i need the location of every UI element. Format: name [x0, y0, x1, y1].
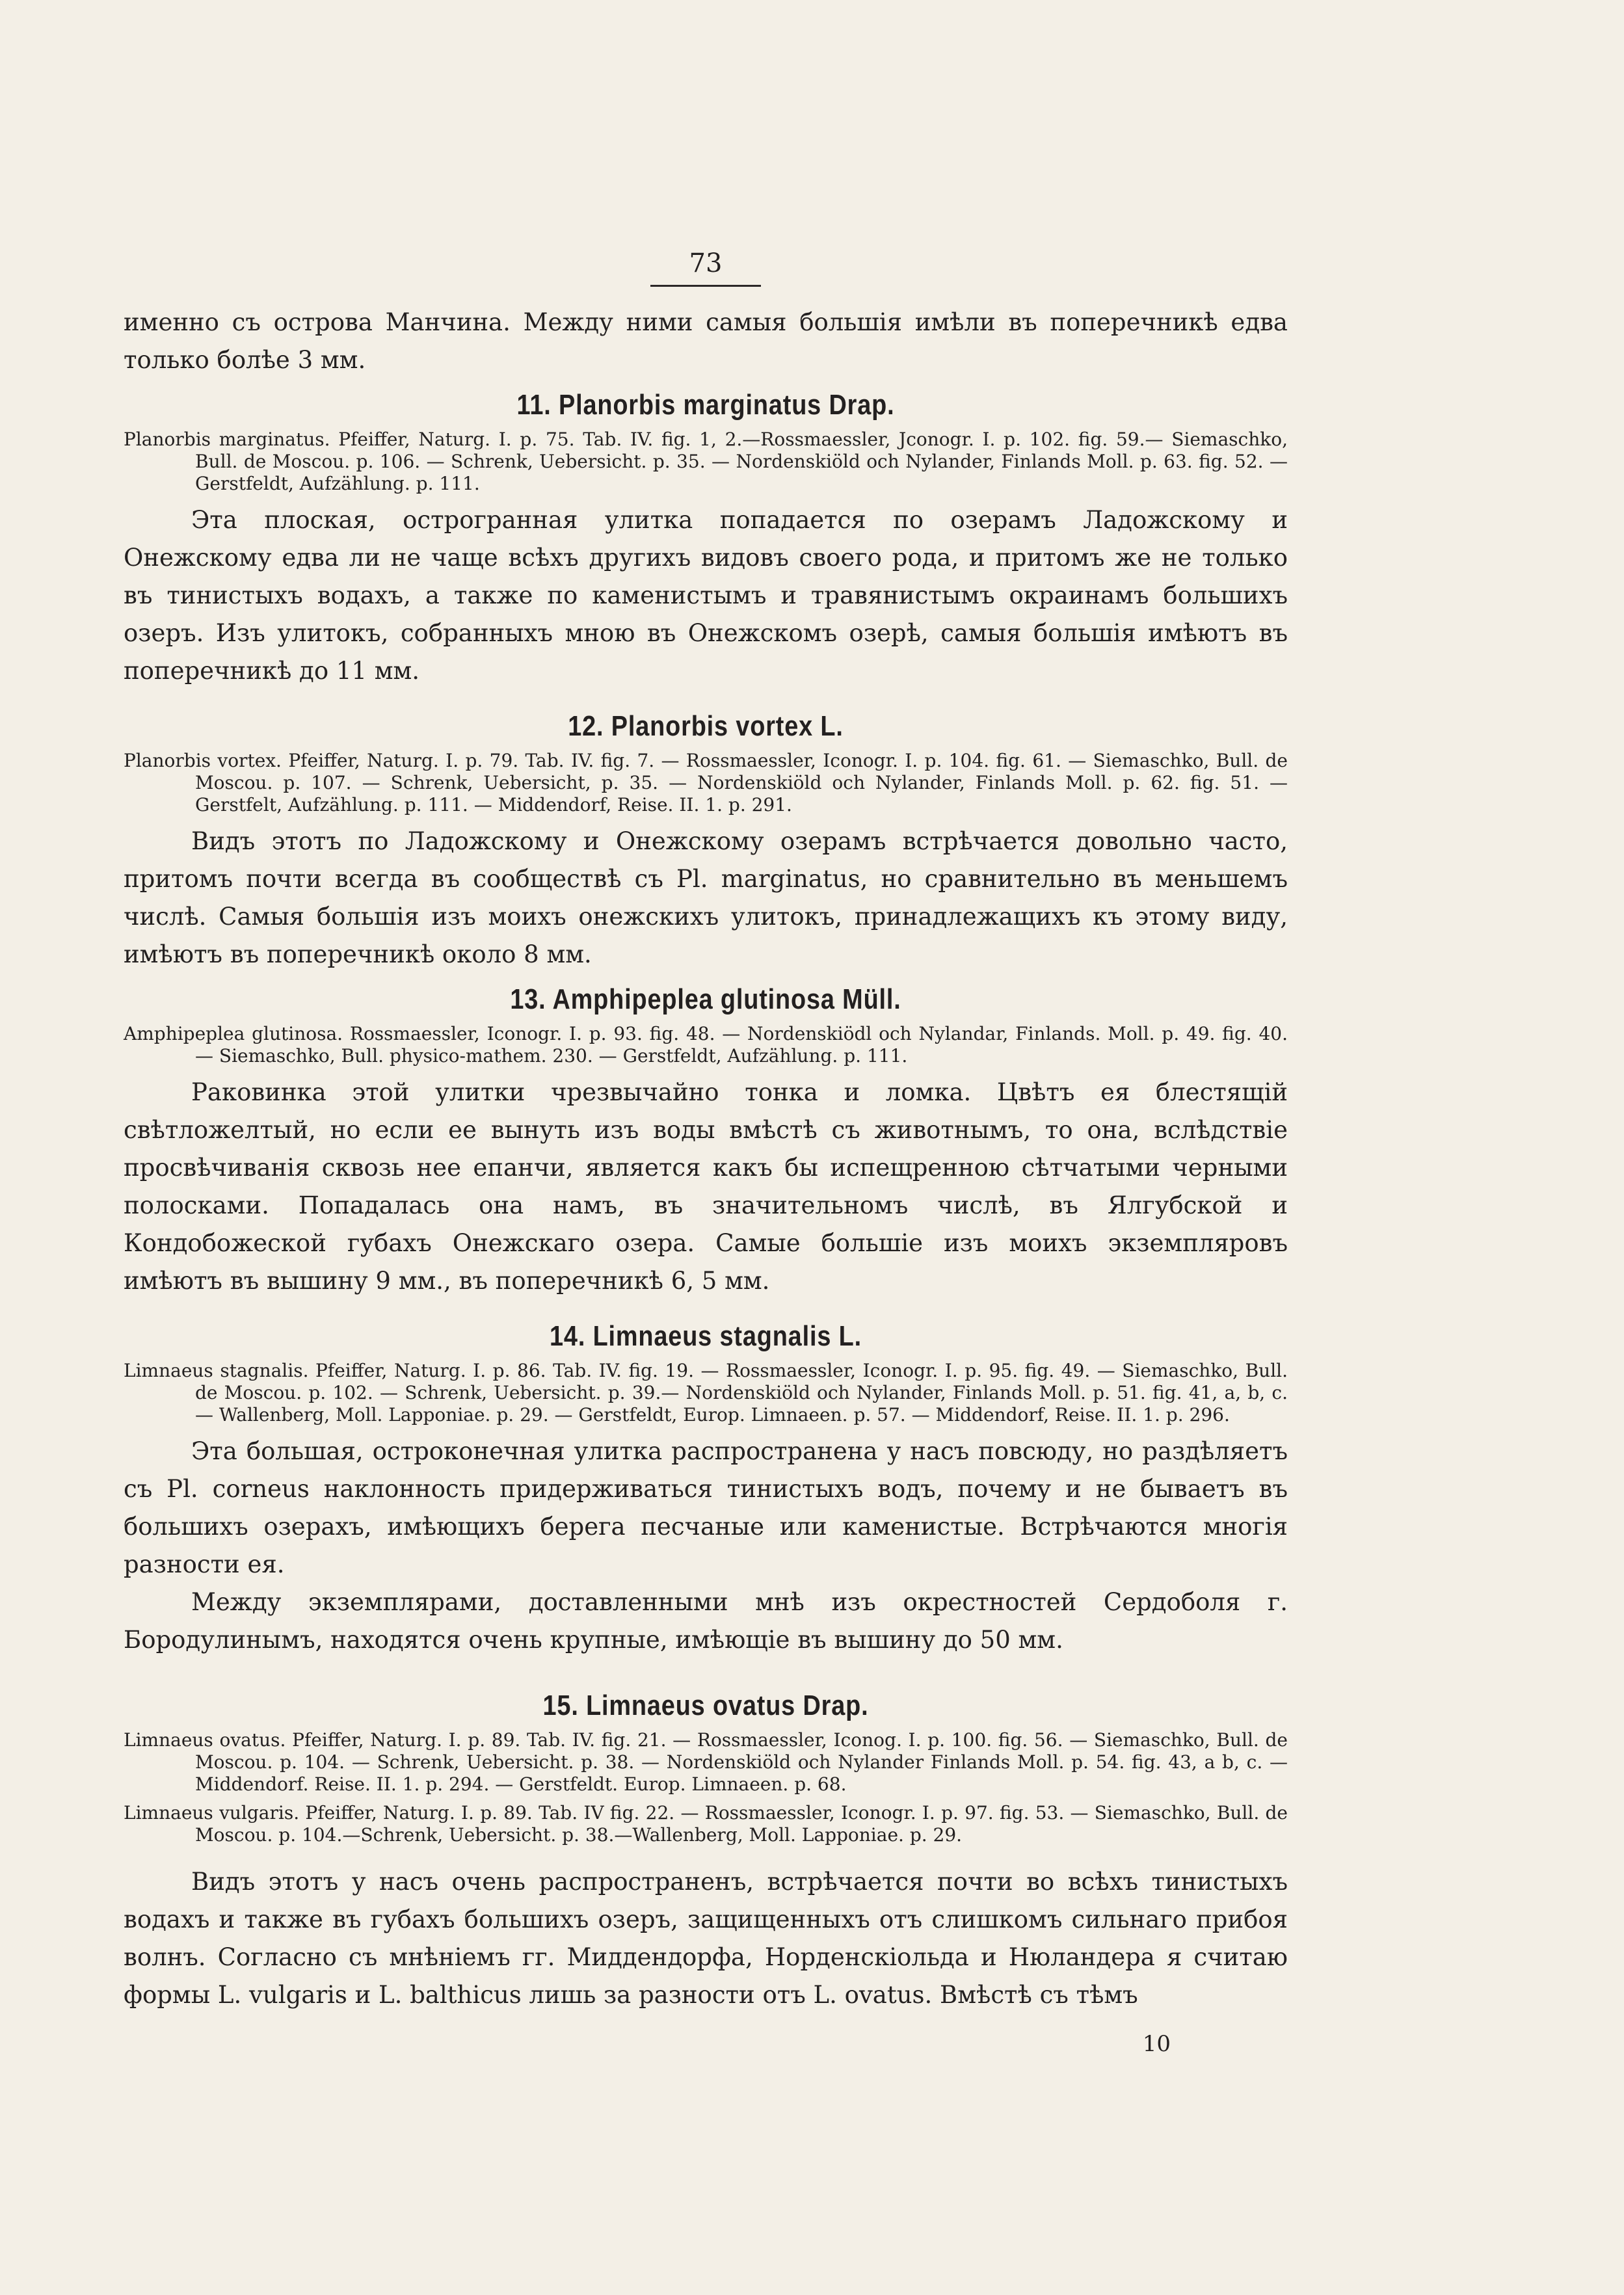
paragraph-continued: именно съ острова Манчина. Между ними самыя большія имѣли въ поперечникѣ едва только болѣе 3 мм.: [124, 308, 1288, 374]
paragraph-13: Раковинка этой улитки чрезвычайно тонка и ломка. Цвѣтъ ея блестящій свѣтложелтый, но если ее вынуть изъ воды вмѣстѣ съ животнымъ, то она, вслѣдствіе просвѣчиванія сквозь нее епанчи, является какъ бы испещренною сѣтчатыми черными полосками. Попадалась она намъ, въ значительномъ числѣ, въ Ялгубской и Кондобожеской губахъ Онежскаго озера. Самые большіе изъ моихъ экземпляровъ имѣютъ въ вышину 9 мм., въ поперечникѣ 6, 5 мм.: [124, 1078, 1288, 1295]
paragraph-11: Эта плоская, острогранная улитка попадается по озерамъ Ладожскому и Онежскому едва ли не чаще всѣхъ другихъ видовъ своего рода, и притомъ же не только въ тинистыхъ водахъ, а также по каменистымъ и травянистымъ окраинамъ большихъ озеръ. Изъ улитокъ, собранныхъ мною въ Онежскомъ озерѣ, самыя большія имѣютъ въ поперечникѣ до 11 мм.: [124, 506, 1288, 685]
references-15-ovatus: Limnaeus ovatus. Pfeiffer, Naturg. I. p. 89. Tab. IV. fig. 21. — Rossmaessler, Iconog. I. p. 100. fig. 56. — Siemaschko, Bull. de Moscou. p. 104. — Schrenk, Uebersicht. p. 38. — Nordenskiöld och Nylander Finlands Moll. p. 54. fig. 43, a b, c. — Middendorf. Reise. II. 1. p. 294. — Gerstfeldt. Europ. Limnaeen. p. 68.: [124, 1729, 1288, 1795]
references-11: Planorbis marginatus. Pfeiffer, Naturg. I. p. 75. Tab. IV. fig. 1, 2.—Rossmaessler, Jconogr. I. p. 102. fig. 59.— Siemaschko, Bull. de Moscou. p. 106. — Schrenk, Uebersicht. p. 35. — Nordenskiöld och Nylander, Finlands Moll. p. 63. fig. 52. — Gerstfeldt, Aufzählung. p. 111.: [124, 429, 1288, 494]
references-13: Amphipeplea glutinosa. Rossmaessler, Iconogr. I. p. 93. fig. 48. — Nordenskiödl och Nylandar, Finlands. Moll. p. 49. fig. 40. — Siemaschko, Bull. physico-mathem. 230. — Gerstfeldt, Aufzählung. p. 111.: [124, 1023, 1288, 1067]
species-heading-12: 12. Planorbis vortex L.: [568, 710, 844, 742]
paragraph-15: Видъ этотъ у насъ очень распространенъ, встрѣчается почти во всѣхъ тинистыхъ водахъ и также въ губахъ большихъ озеръ, защищенныхъ отъ слишкомъ сильнаго прибоя волнъ. Согласно съ мнѣніемъ гг. Миддендорфа, Норденскіольда и Нюландера я считаю формы L. vulgaris и L. balthicus лишь за разности отъ L. ovatus. Вмѣстѣ съ тѣмъ: [124, 1868, 1288, 2009]
page-number-rule: [650, 285, 761, 287]
references-15-vulgaris: Limnaeus vulgaris. Pfeiffer, Naturg. I. p. 89. Tab. IV fig. 22. — Rossmaessler, Iconogr. I. p. 97. fig. 53. — Siemaschko, Bull. de Moscou. p. 104.—Schrenk, Uebersicht. p. 38.—Wallenberg, Moll. Lapponiae. p. 29.: [124, 1802, 1288, 1846]
paragraph-12: Видъ этотъ по Ладожскому и Онежскому озерамъ встрѣчается довольно часто, притомъ почти всегда въ сообществѣ съ Pl. marginatus, но сравнительно въ меньшемъ числѣ. Самыя большія изъ моихъ онежскихъ улитокъ, принадлежащихъ къ этому виду, имѣютъ въ поперечникѣ около 8 мм.: [124, 827, 1288, 968]
paragraph-14b: Между экземплярами, доставленными мнѣ изъ окрестностей Сердоболя г. Бородулинымъ, находятся очень крупные, имѣющіе въ вышину до 50 мм.: [124, 1588, 1288, 1654]
paragraph-14a: Эта большая, остроконечная улитка распространена у насъ повсюду, но раздѣляетъ съ Pl. corneus наклонность придерживаться тинистыхъ водъ, почему и не бываетъ въ большихъ озерахъ, имѣющихъ берега песчаные или каменистые. Встрѣчаются многія разности ея.: [124, 1437, 1288, 1578]
signature-mark: 10: [1142, 2031, 1171, 2057]
species-heading-11: 11. Planorbis marginatus Drap.: [516, 389, 895, 421]
references-14: Limnaeus stagnalis. Pfeiffer, Naturg. I. p. 86. Tab. IV. fig. 19. — Rossmaessler, Iconogr. I. p. 95. fig. 49. — Siemaschko, Bull. de Moscou. p. 102. — Schrenk, Uebersicht. p. 39.— Nordenskiöld och Nylander, Finlands Moll. p. 51. fig. 41, a, b, c. — Wallenberg, Moll. Lapponiae. p. 29. — Gerstfeldt, Europ. Limnaeen. p. 57. — Middendorf, Reise. II. 1. p. 296.: [124, 1360, 1288, 1426]
book-page: [124, 247, 1288, 2058]
species-heading-13: 13. Amphipeplea glutinosa Müll.: [510, 983, 901, 1015]
references-12: Planorbis vortex. Pfeiffer, Naturg. I. p. 79. Tab. IV. fig. 7. — Rossmaessler, Iconogr. I. p. 104. fig. 61. — Siemaschko, Bull. de Moscou. p. 107. — Schrenk, Uebersicht, p. 35. — Nordenskiöld och Nylander, Finlands Moll. p. 62. fig. 51. — Gerstfelt, Aufzählung. p. 111. — Middendorf, Reise. II. 1. p. 291.: [124, 750, 1288, 816]
species-heading-14: 14. Limnaeus stagnalis L.: [550, 1320, 862, 1352]
page-number: 73: [689, 248, 723, 278]
species-heading-15: 15. Limnaeus ovatus Drap.: [542, 1690, 869, 1721]
